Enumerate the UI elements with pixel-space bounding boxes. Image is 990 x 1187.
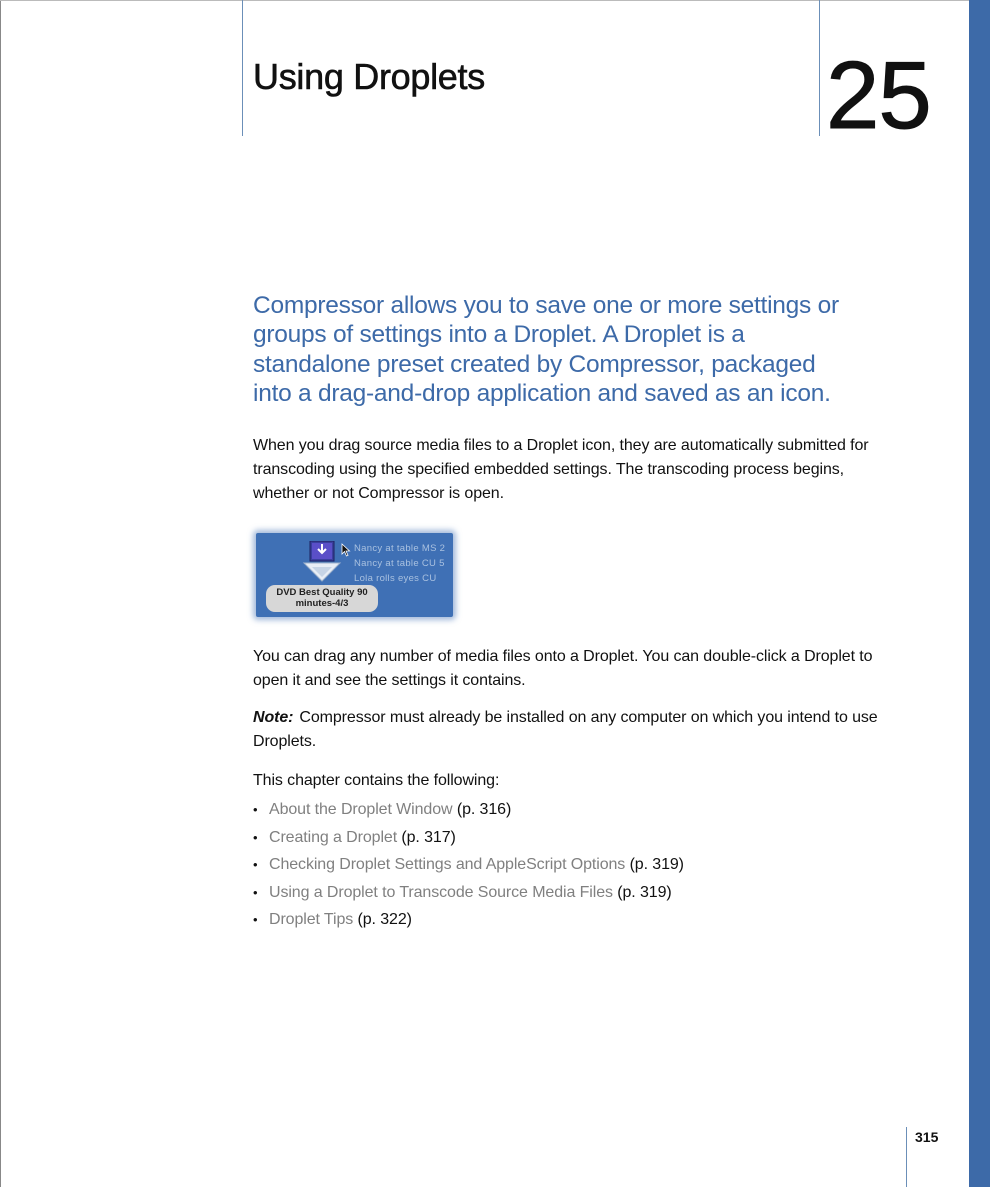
- toc-intro: This chapter contains the following:: [253, 772, 500, 789]
- chapter-number: 25: [826, 42, 931, 149]
- list-item: [253, 824, 684, 852]
- chapter-title: Using Droplets: [253, 56, 485, 97]
- toc-page-ref: (p. 316): [456, 801, 512, 818]
- droplet-name-line-1: DVD Best Quality 90: [276, 587, 368, 598]
- toc-link-droplet-tips[interactable]: Droplet Tips: [269, 911, 354, 928]
- body-paragraph-1: When you drag source media files to a Droplet icon, they are automatically submitted for transcoding using the specified embedded settings. The transcoding process begins, whether or not Compressor is open.: [253, 437, 869, 502]
- toc-link-checking-settings[interactable]: Checking Droplet Settings and AppleScript Options: [269, 856, 626, 873]
- droplet-figure: [256, 533, 453, 617]
- list-item: [253, 879, 684, 907]
- bullet-icon: •: [253, 857, 258, 872]
- cursor-icon: [341, 543, 351, 557]
- note-paragraph: [253, 706, 903, 754]
- title-rule-right: [819, 0, 820, 136]
- chapter-tab-stripe: [969, 0, 990, 1187]
- bullet-icon: •: [253, 802, 258, 817]
- bullet-icon: •: [253, 884, 258, 900]
- file-item: Nancy at table CU 5: [354, 558, 445, 569]
- title-rule-left: [242, 0, 243, 136]
- intro-paragraph: Compressor allows you to save one or more settings or groups of settings into a Droplet. A Droplet is a standalone preset created by Compressor, packaged into a drag-and-drop application and saved as an icon.: [253, 292, 839, 407]
- note-label: Note:: [253, 709, 294, 726]
- list-item: [253, 906, 684, 934]
- toc-link-droplet-window[interactable]: About the Droplet Window: [269, 801, 453, 818]
- toc-page-ref: (p. 317): [401, 828, 456, 846]
- toc-page-ref: (p. 319): [617, 883, 672, 901]
- toc-link-creating-droplet[interactable]: Creating a Droplet: [269, 828, 398, 846]
- file-list: [354, 541, 445, 586]
- droplet-name-line-2: minutes-4/3: [295, 598, 349, 609]
- toc-page-ref: (p. 322): [357, 911, 412, 928]
- file-item: Lola rolls eyes CU: [354, 573, 437, 584]
- note-text: Compressor must already be installed on any computer on which you intend to use Droplets.: [253, 709, 878, 750]
- bullet-icon: •: [253, 912, 258, 927]
- page-number: 315: [915, 1129, 939, 1145]
- droplet-name-label: [266, 585, 378, 612]
- list-item: [253, 796, 684, 824]
- footer-rule: [906, 1127, 907, 1187]
- toc-link-using-droplet[interactable]: Using a Droplet to Transcode Source Media Files: [269, 883, 613, 901]
- body-paragraph-2: You can drag any number of media files onto a Droplet. You can double-click a Droplet to open it and see the settings it contains.: [253, 648, 873, 689]
- toc-page-ref: (p. 319): [629, 856, 684, 873]
- page-border-top: [0, 0, 990, 1]
- chapter-contents-list: [253, 796, 684, 934]
- page-border: [0, 0, 1, 1187]
- list-item: [253, 851, 684, 879]
- file-item: Nancy at table MS 2: [354, 543, 446, 554]
- bullet-icon: •: [253, 829, 258, 845]
- droplet-icon: [302, 541, 342, 583]
